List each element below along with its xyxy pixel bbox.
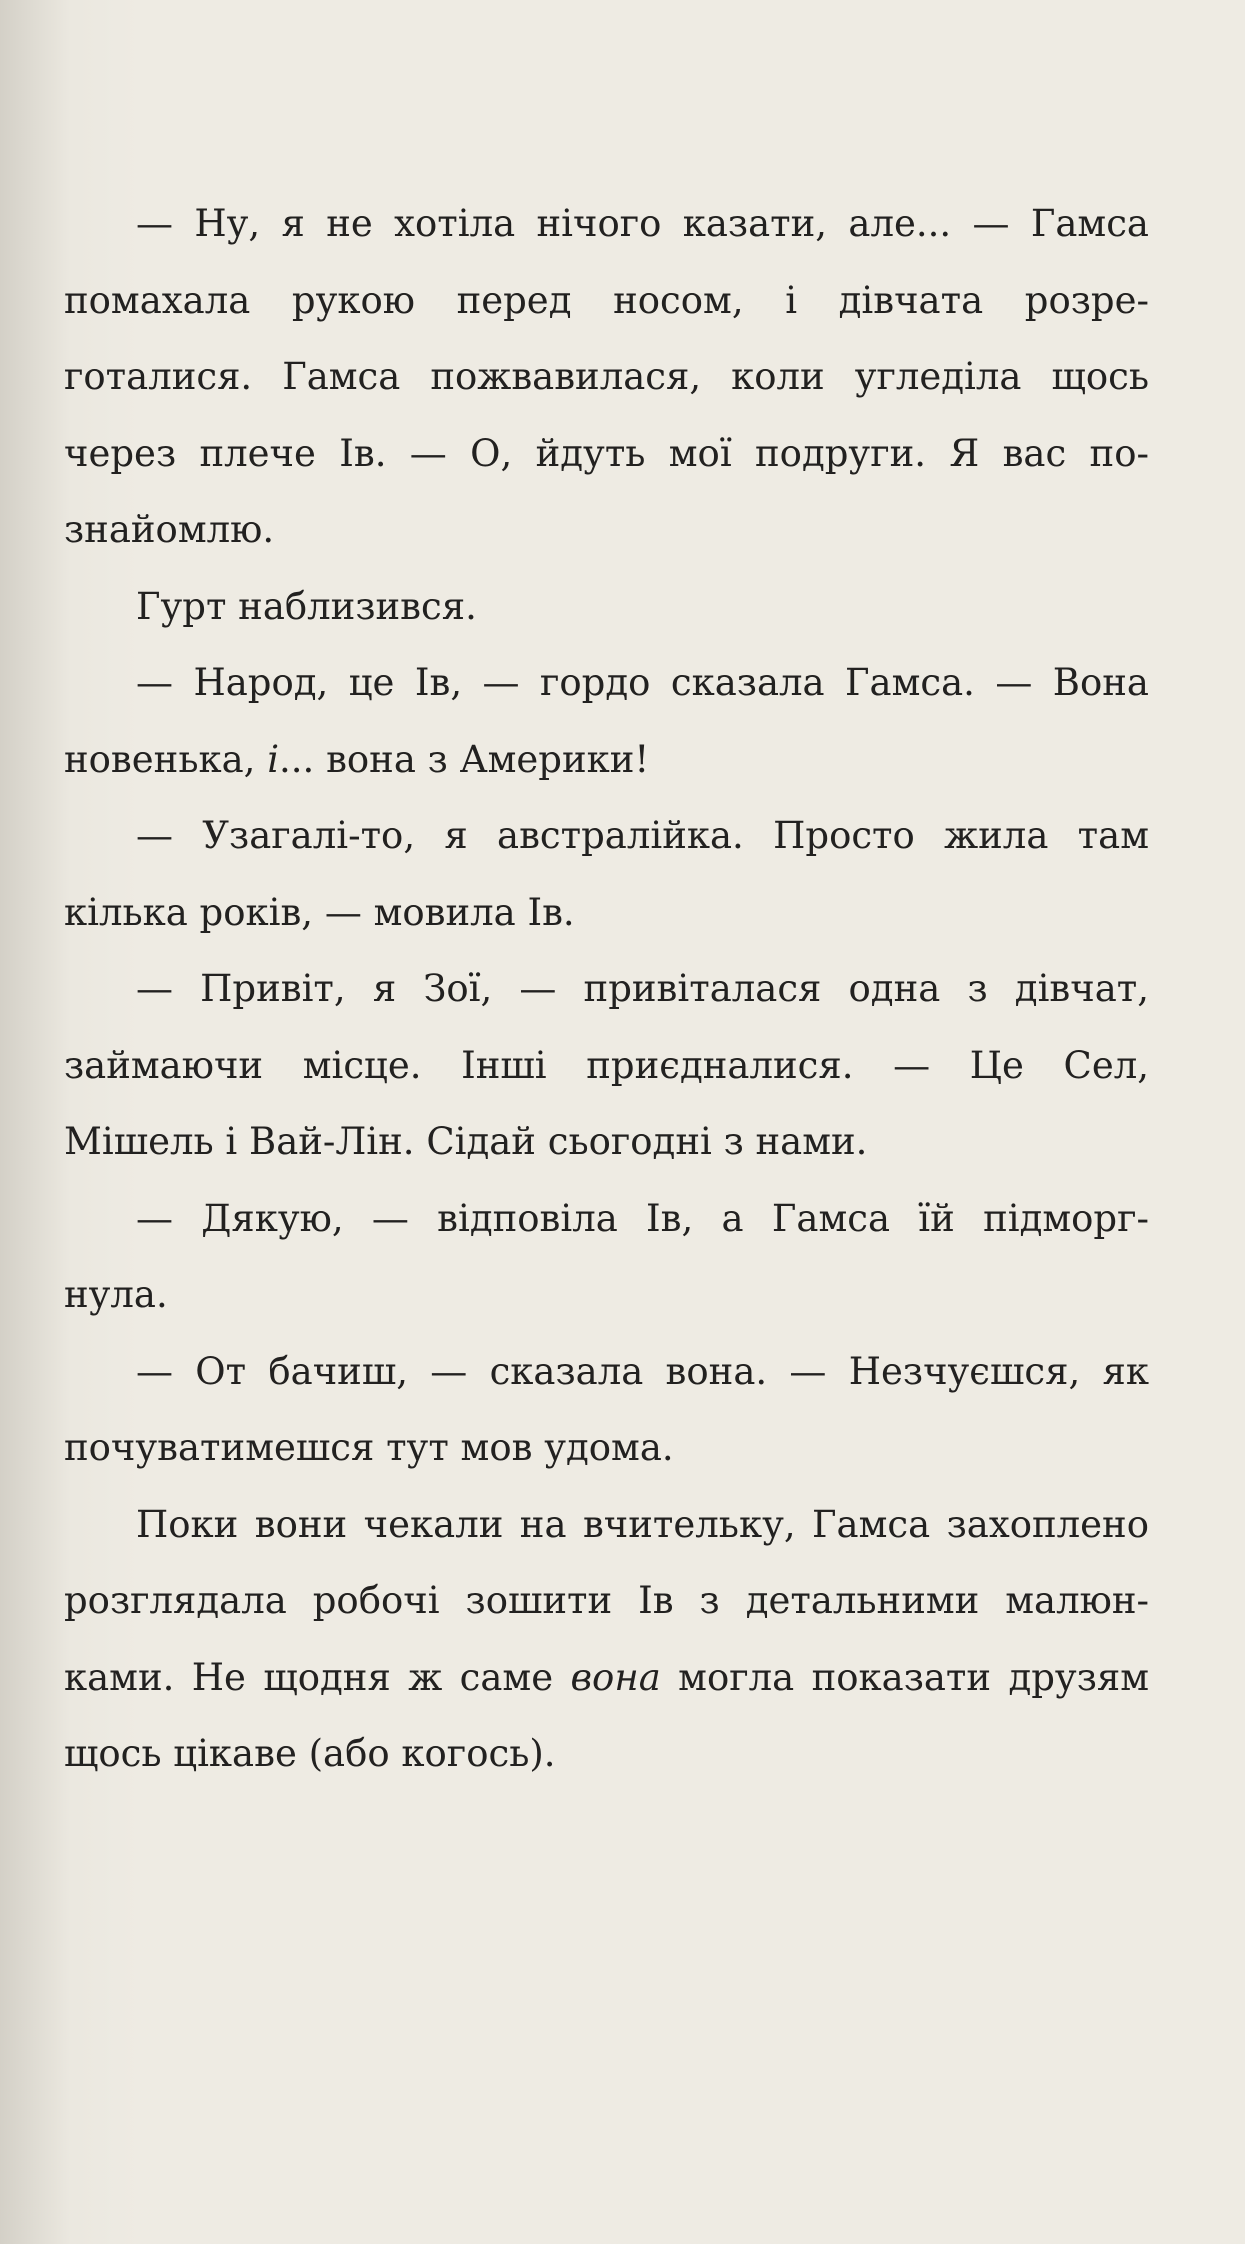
text-line: готалися. Гамса пожвавилася, коли угледіла щось	[64, 355, 1149, 398]
text-line: — Дякую, — відповіла Ів, а Гамса їй підморг-	[136, 1196, 1149, 1240]
text-line: займаючи місце. Інші приєдналися. — Це Сел,	[64, 1043, 1149, 1087]
body-text	[64, 186, 1149, 1793]
text-line: — Привіт, я Зої, — привіталася одна з дівчат,	[136, 967, 1149, 1010]
text-run: новенька,	[64, 737, 268, 781]
text-run: могла показати друзям	[660, 1655, 1149, 1699]
italic-run: вона	[570, 1655, 661, 1699]
text-run: ... вона з Америки!	[279, 737, 650, 781]
text-line: — Народ, це Ів, — гордо сказала Гамса. — Вона	[136, 661, 1149, 704]
text-line: — Узагалі-то, я австралійка. Просто жила там	[136, 814, 1149, 857]
text-line: щось цікаве (або когось).	[64, 1732, 556, 1775]
text-line: знайомлю.	[64, 508, 275, 551]
text-line: Мішель і Вай-Лін. Сідай сьогодні з нами.	[64, 1120, 868, 1163]
text-line-mixed	[64, 1640, 1149, 1717]
text-line: Гурт наблизився.	[136, 584, 477, 628]
text-line: розглядала робочі зошити Ів з детальними малюн-	[64, 1579, 1149, 1622]
text-line: нула.	[64, 1273, 168, 1316]
text-line-mixed	[64, 722, 1149, 799]
text-line: кілька років, — мовила Ів.	[64, 890, 575, 934]
text-line: почуватимешся тут мов удома.	[64, 1426, 674, 1469]
text-line: — От бачиш, — сказала вона. — Незчуєшся, як	[136, 1349, 1149, 1393]
text-line: помахала рукою перед носом, і дівчата розре-	[64, 278, 1149, 322]
italic-run: і	[267, 737, 280, 781]
text-run: ками. Не щодня ж саме	[64, 1655, 571, 1699]
text-line: через плече Ів. — О, йдуть мої подруги. Я вас по-	[64, 431, 1149, 475]
text-line: — Ну, я не хотіла нічого казати, але... — Гамса	[136, 202, 1149, 245]
text-line: Поки вони чекали на вчительку, Гамса захоплено	[136, 1502, 1149, 1546]
